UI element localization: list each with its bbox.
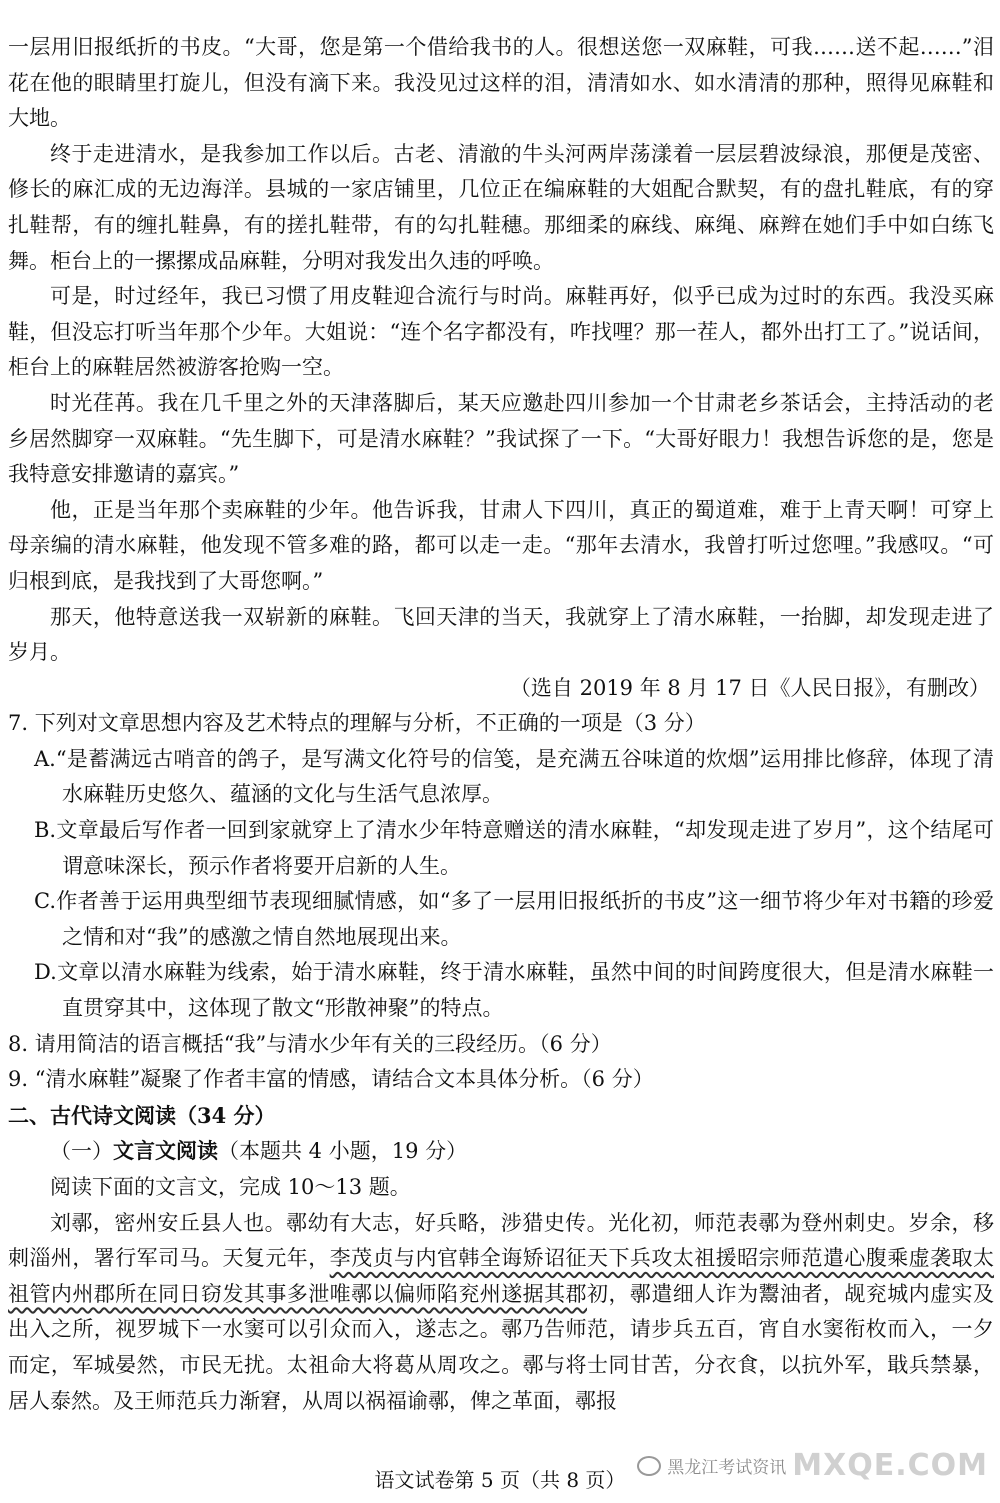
watermark: [637, 1448, 988, 1483]
question-7-option-b: [8, 813, 994, 884]
passage-paragraph-2: 终于走进清水，是我参加工作以后。古老、清澈的牛头河两岸荡漾着一层层碧波绿浪，那便是茂密、修长的麻汇成的无边海洋。县城的一家店铺里，几位正在编麻鞋的大姐配合默契，有的盘扎鞋底，有的穿扎鞋帮，有的缠扎鞋鼻，有的搓扎鞋带，有的勾扎鞋穗。那细柔的麻线、麻绳、麻辫在她们手中如白练飞舞。柜台上的一摞摞成品麻鞋，分明对我发出久违的呼唤。: [8, 141, 994, 273]
page-footer: 语文试卷第 5 页（共 8 页）: [374, 1468, 626, 1492]
option-d-label: D.: [34, 960, 57, 985]
subsection-note: （本题共 4 小题，19 分）: [218, 1139, 468, 1164]
option-c-label: C.: [34, 889, 56, 914]
subsection-label: （一）: [50, 1139, 113, 1164]
wechat-icon: [637, 1456, 661, 1476]
option-b-label: B.: [34, 818, 57, 843]
passage-paragraph-4: 时光荏苒。我在几千里之外的天津落脚后，某天应邀赴四川参加一个甘肃老乡茶话会，主持活动的老乡居然脚穿一双麻鞋。“先生脚下，可是清水麻鞋？”我试探了一下。“大哥好眼力！我想告诉您的是，您是我特意安排邀请的嘉宾。”: [8, 390, 994, 487]
section-2-heading: 二、古代诗文阅读（34 分）: [8, 1102, 276, 1128]
passage-paragraph-5: 他，正是当年那个卖麻鞋的少年。他告诉我，甘肃人下四川，真正的蜀道难，难于上青天啊！可穿上母亲编的清水麻鞋，他发现不管多难的路，都可以走一走。“那年去清水，我曾打听过您哩。”我感叹。“可归根到底，是我找到了大哥您啊。”: [8, 497, 994, 593]
passage-source: （选自 2019 年 8 月 17 日《人民日报》，有删改）: [509, 675, 990, 700]
exam-page: [8, 30, 994, 1419]
watermark-logo: MXQE.COM: [792, 1448, 988, 1483]
classical-text-part-2: 初，鄩遣细人诈为鬻油者，觇兖城内虚实及出入之所，视罗城下一水窦可以引众而入，遂志之。鄩乃告师范，请步兵五百，宵自水窦衔枚而入，一夕而定，军城晏然，市民无扰。太祖命大将葛从周攻之。鄩与将士同甘苦，分衣食，以抗外军，戢兵禁暴，居人泰然。及王师范兵力渐窘，从周以祸福谕鄩，俾之革面，鄩报: [8, 1281, 994, 1413]
classical-text-wavy-underlined: 李茂贞与内官韩全诲矫诏征天下兵攻太祖援昭宗师范遣心腹乘虚袭取太祖管内州郡所在同日窃发其事多泄唯鄩以偏师陷兖州遂据其郡: [8, 1246, 995, 1306]
question-7-option-a: [8, 742, 994, 813]
passage-paragraph-3: 可是，时过经年，我已习惯了用皮鞋迎合流行与时尚。麻鞋再好，似乎已成为过时的东西。我没买麻鞋，但没忘打听当年那个少年。大姐说：“连个名字都没有，咋找哩？那一茬人，都外出打工了。”说话间，柜台上的麻鞋居然被游客抢购一空。: [8, 284, 994, 380]
passage-paragraph-6: 那天，他特意送我一双崭新的麻鞋。飞回天津的当天，我就穿上了清水麻鞋，一抬脚，却发现走进了岁月。: [8, 604, 994, 665]
question-9: 9. “清水麻鞋”凝聚了作者丰富的情感，请结合文本具体分析。（6 分）: [8, 1067, 654, 1092]
watermark-account: 黑龙江考试资讯: [667, 1458, 787, 1478]
subsection-heading: [8, 1133, 994, 1170]
classical-text: [8, 1206, 994, 1420]
option-a-label: A.: [34, 746, 56, 771]
question-8: 8. 请用简洁的语言概括“我”与清水少年有关的三段经历。（6 分）: [8, 1031, 612, 1056]
question-7-option-d: [8, 955, 994, 1026]
reading-instruction: 阅读下面的文言文，完成 10～13 题。: [50, 1175, 411, 1199]
subsection-title: 文言文阅读: [113, 1138, 218, 1164]
option-b-text: 文章最后写作者一回到家就穿上了清水少年特意赠送的清水麻鞋，“却发现走进了岁月”，这个结尾可谓意味深长，预示作者将要开启新的人生。: [56, 818, 994, 878]
passage-paragraph-1: 一层用旧报纸折的书皮。“大哥，您是第一个借给我书的人。很想送您一双麻鞋，可我……送不起……”泪花在他的眼睛里打旋儿，但没有滴下来。我没见过这样的泪，清清如水、如水清清的那种，照得见麻鞋和大地。: [8, 35, 994, 131]
option-d-text: 文章以清水麻鞋为线索，始于清水麻鞋，终于清水麻鞋，虽然中间的时间跨度很大，但是清水麻鞋一直贯穿其中，这体现了散文“形散神聚”的特点。: [56, 960, 994, 1021]
question-7-option-c: [8, 884, 994, 955]
question-7: 7. 下列对文章思想内容及艺术特点的理解与分析，不正确的一项是（3 分）: [8, 711, 706, 736]
classical-text-part-1: 刘鄩，密州安丘县人也。鄩幼有大志，好兵略，涉猎史传。光化初，师范表鄩为登州刺史。岁余，移刺淄州，署行军司马。天复元年，: [8, 1210, 994, 1271]
option-c-text: 作者善于运用典型细节表现细腻情感，如“多了一层用旧报纸折的书皮”这一细节将少年对书籍的珍爱之情和对“我”的感激之情自然地展现出来。: [56, 889, 994, 949]
option-a-text: “是蓄满远古哨音的鸽子，是写满文化符号的信笺，是充满五谷味道的炊烟”运用排比修辞，体现了清水麻鞋历史悠久、蕴涵的文化与生活气息浓厚。: [55, 746, 994, 807]
